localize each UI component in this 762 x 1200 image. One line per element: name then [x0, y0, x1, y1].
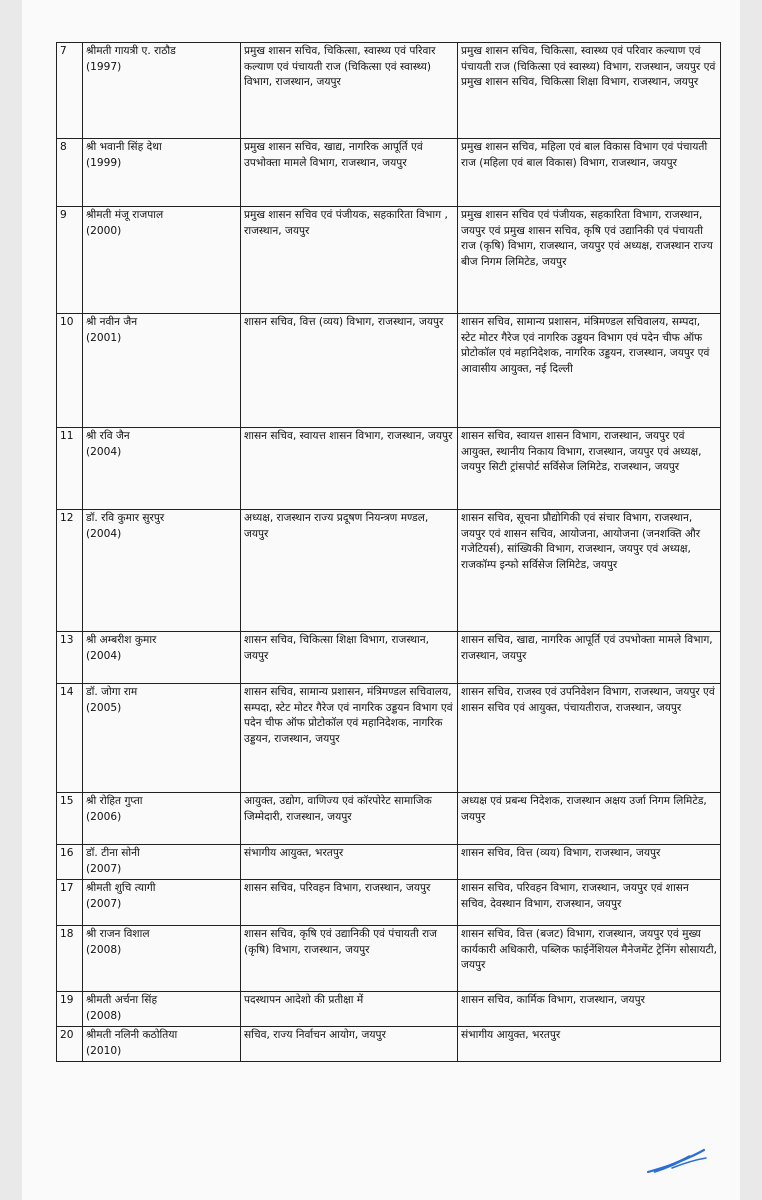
new-posting: शासन सचिव, वित्त (बजट) विभाग, राजस्थान, जयपुर एवं मुख्य कार्यकारी अधिकारी, पब्लिक फाईनेंशियल मैनेजमेंट ट्रेनिंग सोसायटी, जयपुर — [458, 926, 721, 992]
officer-name: श्रीमती शुचि त्यागी — [86, 882, 156, 894]
officer-name-cell — [83, 684, 241, 793]
table-row — [57, 880, 721, 926]
table-row — [57, 1027, 721, 1062]
document-page — [22, 0, 740, 1200]
officer-name: श्री भवानी सिंह देथा — [86, 141, 162, 153]
batch-year: (2004) — [86, 649, 122, 662]
batch-year: (2001) — [86, 331, 122, 344]
table-row — [57, 793, 721, 845]
current-post: प्रमुख शासन सचिव, चिकित्सा, स्वास्थ्य एवं परिवार कल्याण एवं पंचायती राज (चिकित्सा एवं स्वास्थ्य) विभाग, राजस्थान, जयपुर — [241, 43, 458, 139]
officer-name-cell — [83, 992, 241, 1027]
officer-name-cell — [83, 207, 241, 314]
current-post: अध्यक्ष, राजस्थान राज्य प्रदूषण नियन्त्रण मण्डल, जयपुर — [241, 510, 458, 632]
signature-image — [642, 1138, 712, 1178]
table-row — [57, 684, 721, 793]
table-row — [57, 43, 721, 139]
current-post: प्रमुख शासन सचिव, खाद्य, नागरिक आपूर्ति एवं उपभोक्ता मामले विभाग, राजस्थान, जयपुर — [241, 139, 458, 207]
batch-year: (1997) — [86, 60, 122, 73]
serial-number: 7 — [57, 43, 83, 139]
serial-number: 9 — [57, 207, 83, 314]
new-posting: अध्यक्ष एवं प्रबन्ध निदेशक, राजस्थान अक्षय उर्जा निगम लिमिटेड, जयपुर — [458, 793, 721, 845]
current-post: शासन सचिव, चिकित्सा शिक्षा विभाग, राजस्थान, जयपुर — [241, 632, 458, 684]
officer-name-cell — [83, 139, 241, 207]
current-post: शासन सचिव, स्वायत्त शासन विभाग, राजस्थान, जयपुर — [241, 428, 458, 510]
officer-name: डॉ. टीना सोनी — [86, 847, 140, 859]
serial-number: 12 — [57, 510, 83, 632]
current-post: शासन सचिव, वित्त (व्यय) विभाग, राजस्थान, जयपुर — [241, 314, 458, 428]
officer-name-cell — [83, 845, 241, 880]
new-posting: शासन सचिव, सूचना प्रौद्योगिकी एवं संचार विभाग, राजस्थान, जयपुर एवं शासन सचिव, आयोजना, आयोजना (जनशक्ति और गजेटियर्स), सांख्यिकी विभाग, राजस्थान, जयपुर एवं अध्यक्ष, राजकॉम्प इन्फो सर्विसेज लिमिटेड, जयपुर — [458, 510, 721, 632]
serial-number: 17 — [57, 880, 83, 926]
current-post: आयुक्त, उद्योग, वाणिज्य एवं कॉरपोरेट सामाजिक जिम्मेदारी, राजस्थान, जयपुर — [241, 793, 458, 845]
table-row — [57, 992, 721, 1027]
serial-number: 11 — [57, 428, 83, 510]
transfer-table — [56, 42, 721, 1062]
new-posting: शासन सचिव, स्वायत्त शासन विभाग, राजस्थान, जयपुर एवं आयुक्त, स्थानीय निकाय विभाग, राजस्थान, जयपुर एवं अध्यक्ष, जयपुर सिटी ट्रांसपोर्ट सर्विसेज लिमिटेड, राजस्थान, जयपुर — [458, 428, 721, 510]
officer-name: श्रीमती नलिनी कठोतिया — [86, 1029, 178, 1041]
officer-name: श्रीमती मंजू राजपाल — [86, 209, 164, 221]
current-post: संभागीय आयुक्त, भरतपुर — [241, 845, 458, 880]
current-post: शासन सचिव, परिवहन विभाग, राजस्थान, जयपुर — [241, 880, 458, 926]
officer-name-cell — [83, 926, 241, 992]
new-posting: प्रमुख शासन सचिव, महिला एवं बाल विकास विभाग एवं पंचायती राज (महिला एवं बाल विकास) विभाग, राजस्थान, जयपुर — [458, 139, 721, 207]
officer-name: श्री नवीन जैन — [86, 316, 138, 328]
current-post: शासन सचिव, सामान्य प्रशासन, मंत्रिमण्डल सचिवालय, सम्पदा, स्टेट मोटर गैरेज एवं नागरिक उड्डयन विभाग एवं पदेन चीफ ऑफ प्रोटोकॉल एवं महानिदेशक, नागरिक उड्डयन, राजस्थान, जयपुर — [241, 684, 458, 793]
serial-number: 13 — [57, 632, 83, 684]
new-posting: शासन सचिव, कार्मिक विभाग, राजस्थान, जयपुर — [458, 992, 721, 1027]
serial-number: 14 — [57, 684, 83, 793]
officer-name: श्रीमती अर्चना सिंह — [86, 994, 158, 1006]
officer-name-cell — [83, 510, 241, 632]
batch-year: (2007) — [86, 862, 122, 875]
new-posting: शासन सचिव, वित्त (व्यय) विभाग, राजस्थान, जयपुर — [458, 845, 721, 880]
table-row — [57, 632, 721, 684]
officer-name-cell — [83, 314, 241, 428]
batch-year: (2005) — [86, 701, 122, 714]
batch-year: (2008) — [86, 943, 122, 956]
table-row — [57, 314, 721, 428]
serial-number: 10 — [57, 314, 83, 428]
table-body — [57, 43, 721, 1062]
serial-number: 8 — [57, 139, 83, 207]
batch-year: (2007) — [86, 897, 122, 910]
batch-year: (2004) — [86, 445, 122, 458]
serial-number: 16 — [57, 845, 83, 880]
serial-number: 18 — [57, 926, 83, 992]
officer-name: श्री राजन विशाल — [86, 928, 150, 940]
new-posting: शासन सचिव, सामान्य प्रशासन, मंत्रिमण्डल सचिवालय, सम्पदा, स्टेट मोटर गैरेज एवं नागरिक उड्डयन विभाग एवं पदेन चीफ ऑफ प्रोटोकॉल एवं महानिदेशक, नागरिक उड्डयन, राजस्थान, जयपुर एवं आवासीय आयुक्त, नई दिल्ली — [458, 314, 721, 428]
batch-year: (2008) — [86, 1009, 122, 1022]
new-posting: शासन सचिव, परिवहन विभाग, राजस्थान, जयपुर एवं शासन सचिव, देवस्थान विभाग, राजस्थान, जयपुर — [458, 880, 721, 926]
officer-name: डॉ. जोगा राम — [86, 686, 138, 698]
batch-year: (2010) — [86, 1044, 122, 1057]
officer-name: श्री अम्बरीश कुमार — [86, 634, 157, 646]
officer-name-cell — [83, 1027, 241, 1062]
table-row — [57, 510, 721, 632]
current-post: सचिव, राज्य निर्वाचन आयोग, जयपुर — [241, 1027, 458, 1062]
table-row — [57, 139, 721, 207]
serial-number: 19 — [57, 992, 83, 1027]
new-posting: प्रमुख शासन सचिव एवं पंजीयक, सहकारिता विभाग, राजस्थान, जयपुर एवं प्रमुख शासन सचिव, कृषि एवं उद्यानिकी एवं पंचायती राज (कृषि) विभाग, राजस्थान, जयपुर एवं अध्यक्ष, राजस्थान राज्य बीज निगम लिमिटेड, जयपुर — [458, 207, 721, 314]
officer-name-cell — [83, 632, 241, 684]
serial-number: 15 — [57, 793, 83, 845]
batch-year: (2000) — [86, 224, 122, 237]
officer-name-cell — [83, 428, 241, 510]
new-posting: प्रमुख शासन सचिव, चिकित्सा, स्वास्थ्य एवं परिवार कल्याण एवं पंचायती राज (चिकित्सा एवं स्वास्थ्य) विभाग, राजस्थान, जयपुर एवं प्रमुख शासन सचिव, चिकित्सा शिक्षा विभाग, राजस्थान, जयपुर — [458, 43, 721, 139]
table-row — [57, 845, 721, 880]
officer-name-cell — [83, 793, 241, 845]
table-row — [57, 428, 721, 510]
current-post: प्रमुख शासन सचिव एवं पंजीयक, सहकारिता विभाग , राजस्थान, जयपुर — [241, 207, 458, 314]
officer-name-cell — [83, 880, 241, 926]
officer-name-cell — [83, 43, 241, 139]
current-post: शासन सचिव, कृषि एवं उद्यानिकी एवं पंचायती राज (कृषि) विभाग, राजस्थान, जयपुर — [241, 926, 458, 992]
table-row — [57, 207, 721, 314]
serial-number: 20 — [57, 1027, 83, 1062]
table-row — [57, 926, 721, 992]
current-post: पदस्थापन आदेशो की प्रतीक्षा में — [241, 992, 458, 1027]
batch-year: (2004) — [86, 527, 122, 540]
new-posting: शासन सचिव, खाद्य, नागरिक आपूर्ति एवं उपभोक्ता मामले विभाग, राजस्थान, जयपुर — [458, 632, 721, 684]
batch-year: (1999) — [86, 156, 122, 169]
officer-name: डॉ. रवि कुमार सुरपुर — [86, 512, 165, 524]
batch-year: (2006) — [86, 810, 122, 823]
officer-name: श्री रोहित गुप्ता — [86, 795, 143, 807]
new-posting: संभागीय आयुक्त, भरतपुर — [458, 1027, 721, 1062]
officer-name: श्री रवि जैन — [86, 430, 130, 442]
officer-name: श्रीमती गायत्री ए. राठौड — [86, 45, 176, 57]
new-posting: शासन सचिव, राजस्व एवं उपनिवेशन विभाग, राजस्थान, जयपुर एवं शासन सचिव एवं आयुक्त, पंचायतीराज, राजस्थान, जयपुर — [458, 684, 721, 793]
